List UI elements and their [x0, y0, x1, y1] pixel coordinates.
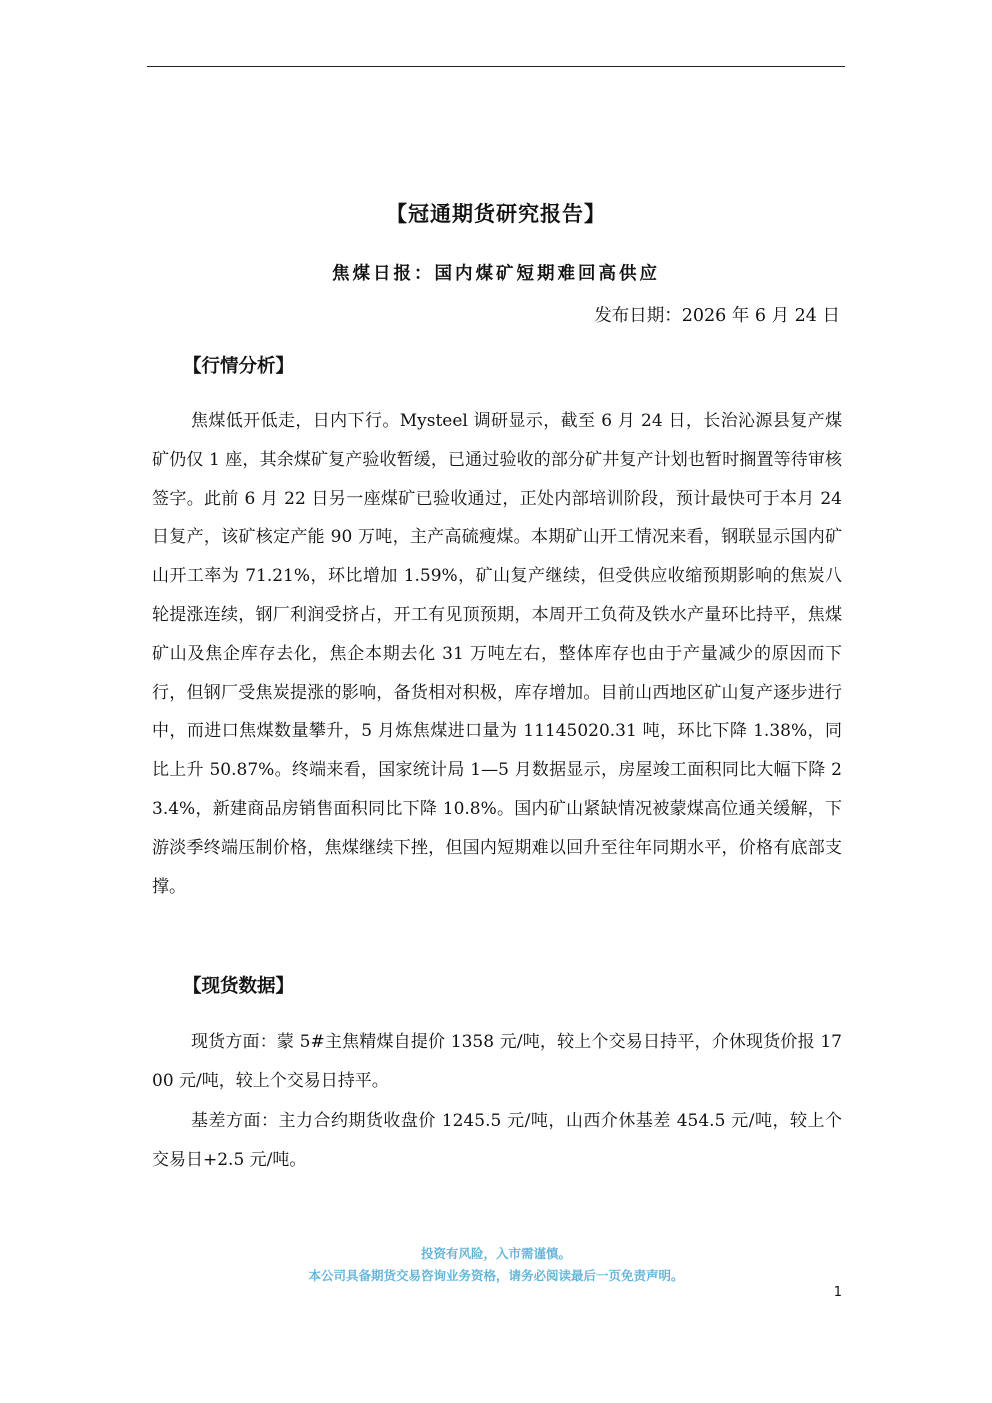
section-heading-spot-data: 【现货数据】 — [183, 976, 295, 997]
footer-risk-line: 投资有风险，入市需谨慎。 — [420, 1246, 571, 1261]
page-number: 1 — [833, 1285, 842, 1300]
basis-paragraph: 基差方面：主力合约期货收盘价 1245.5 元/吨，山西介休基差 454.5 元/吨，较上个交易日+2.5 元/吨。 — [152, 1111, 842, 1170]
report-title: 【冠通期货研究报告】 — [386, 202, 606, 226]
footer-disclaimer-line: 本公司具备期货交易咨询业务资格，请务必阅读最后一页免责声明。 — [308, 1268, 684, 1283]
report-subtitle: 焦煤日报：国内煤矿短期难回高供应 — [332, 264, 660, 284]
market-analysis-paragraph: 焦煤低开低走，日内下行。Mysteel 调研显示，截至 6 月 24 日，长治沁源县复产煤矿仍仅 1 座，其余煤矿复产验收暂缓，已通过验收的部分矿井复产计划也暂时搁置等待审核签字。此前 6 月 22 日另一座煤矿已验收通过，正处内部培训阶段，预计最快可于本月 24 日复产，该矿核定产能 90 万吨，主产高硫瘦煤。本期矿山开工情况来看，钢联显示国内矿山开工率为 71.21%，环比增加 1.59%，矿山复产继续，但受供应收缩预期影响的焦炭八轮提涨连续，钢厂利润受挤占，开工有见顶预期，本周开工负荷及铁水产量环比持平，焦煤矿山及焦企库存去化，焦企本期去化 31 万吨左右，整体库存也由于产量减少的原因而下行，但钢厂受焦炭提涨的影响，备货相对积极，库存增加。目前山西地区矿山复产逐步进行中，而进口焦煤数量攀升，5 月炼焦煤进口量为 11145020.31 吨，环比下降 1.38%，同比上升 50.87%。终端来看，国家统计局 1—5 月数据显示，房屋竣工面积同比大幅下降 23.4%，新建商品房销售面积同比下降 10.8%。国内矿山紧缺情况被蒙煤高位通关缓解，下游淡季终端压制价格，焦煤继续下挫，但国内短期难以回升至往年同期水平，价格有底部支撑。 — [152, 411, 842, 897]
header-rule — [147, 66, 845, 67]
section-heading-market-analysis: 【行情分析】 — [183, 356, 295, 377]
spot-paragraph: 现货方面：蒙 5#主焦精煤自提价 1358 元/吨，较上个交易日持平，介休现货价报 1700 元/吨，较上个交易日持平。 — [152, 1032, 842, 1091]
publish-date: 发布日期：2026 年 6 月 24 日 — [594, 306, 840, 326]
